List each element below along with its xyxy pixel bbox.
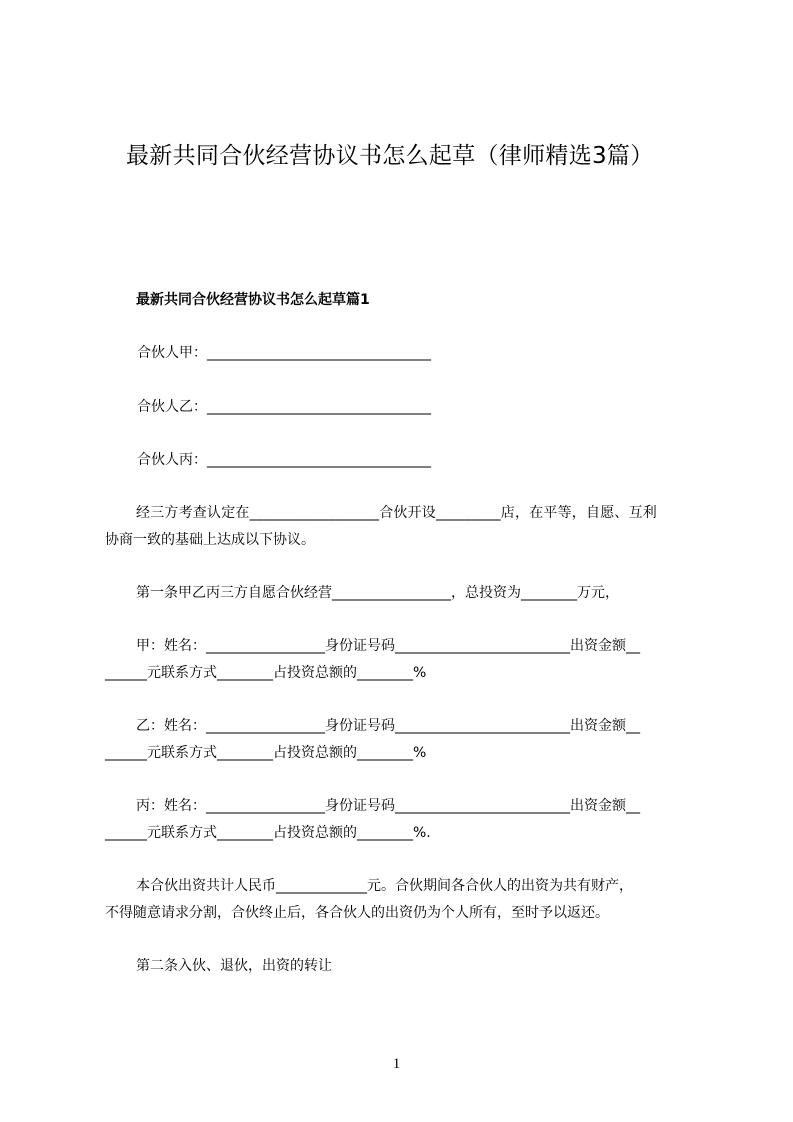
partner-c-line: 合伙人丙：________________________________ <box>137 452 431 468</box>
partner-yi-info-line-1: 乙：姓名：_________________身份证号码_________________________出资金额__ <box>136 718 640 734</box>
capital-paragraph-line-1: 本合伙出资共计人民币_____________元。合伙期间各合伙人的出资为共有财产， <box>136 878 633 894</box>
article-2-heading: 第二条入伙、退伙，出资的转让 <box>136 958 332 974</box>
intro-paragraph-line-2: 协商一致的基础上达成以下协议。 <box>105 532 315 548</box>
partner-a-line: 合伙人甲：________________________________ <box>137 345 431 361</box>
partner-b-line: 合伙人乙：________________________________ <box>137 399 431 415</box>
section-heading: 最新共同合伙经营协议书怎么起草篇1 <box>136 292 370 308</box>
partner-yi-info-line-2: ______元联系方式________占投资总额的________% <box>105 745 427 761</box>
partner-jia-info-line-1: 甲：姓名：_________________身份证号码_________________________出资金额__ <box>136 638 640 654</box>
document-title: 最新共同合伙经营协议书怎么起草（律师精选3篇） <box>126 143 654 169</box>
capital-paragraph-line-2: 不得随意请求分割，合伙终止后，各合伙人的出资仍为个人所有，至时予以返还。 <box>105 905 609 921</box>
intro-paragraph-line-1: 经三方考查认定在__________________合伙开设_________店，在平等，自愿、互利 <box>136 505 657 521</box>
partner-bing-info-line-1: 丙：姓名：_________________身份证号码_________________________出资金额__ <box>136 798 640 814</box>
partner-jia-info-line-2: ______元联系方式________占投资总额的________% <box>105 665 427 681</box>
article-1-text: 第一条甲乙丙三方自愿合伙经营_________________，总投资为________万元， <box>136 585 619 601</box>
page-number: 1 <box>392 1056 401 1072</box>
partner-bing-info-line-2: ______元联系方式________占投资总额的________%. <box>105 825 431 841</box>
